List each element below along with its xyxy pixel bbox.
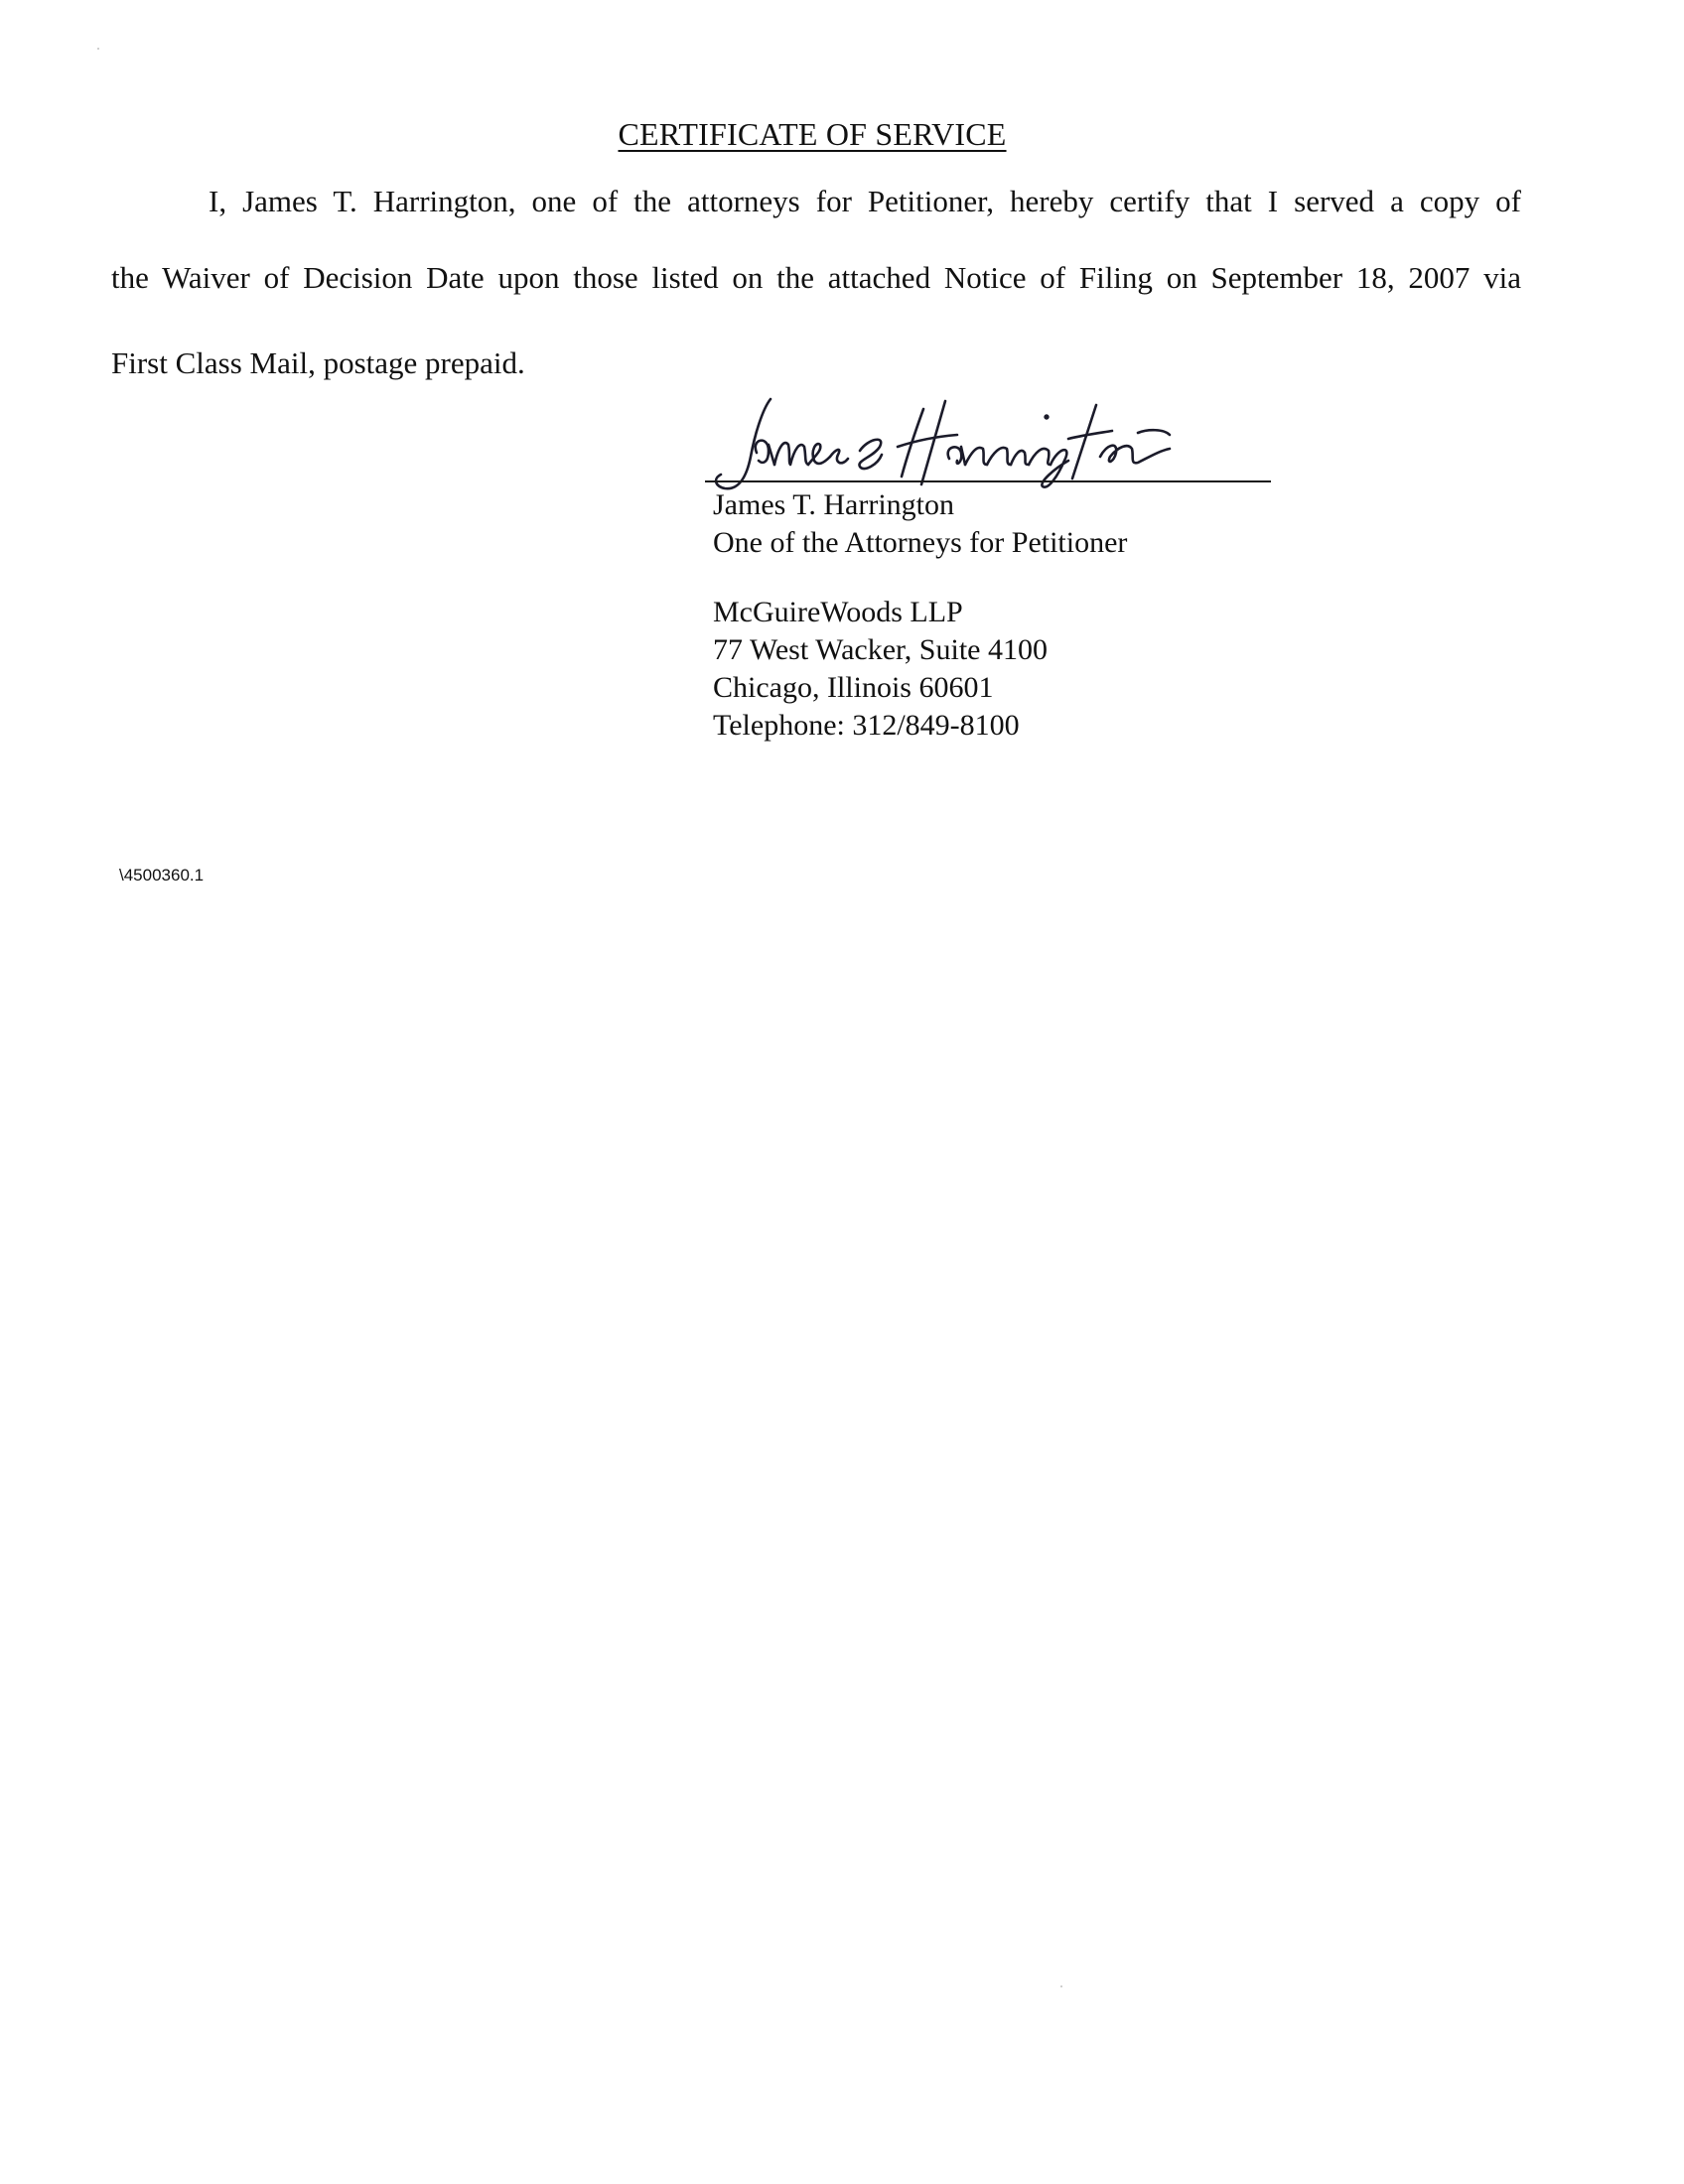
certificate-body-line-1: I, James T. Harrington, one of the attorneys for Petitioner, hereby certify that I served a copy of: [209, 184, 1521, 218]
firm-city: Chicago, Illinois 60601: [713, 671, 994, 704]
firm-address: [713, 594, 1048, 745]
scan-speck: [1060, 1985, 1062, 1987]
firm-street: 77 West Wacker, Suite 4100: [713, 633, 1048, 666]
document-id: \4500360.1: [119, 866, 205, 885]
certificate-body-line-2: the Waiver of Decision Date upon those listed on the attached Notice of Filing on September 18, 2007 via: [111, 260, 1521, 295]
signer-name: James T. Harrington: [713, 488, 955, 521]
certificate-body-line-3: First Class Mail, postage prepaid.: [111, 345, 525, 380]
handwritten-signature: [711, 395, 1267, 494]
firm-phone: Telephone: 312/849-8100: [713, 709, 1020, 742]
signer-role: One of the Attorneys for Petitioner: [713, 526, 1128, 559]
signature-line: [705, 480, 1271, 482]
firm-name: McGuireWoods LLP: [713, 596, 963, 628]
document-title: CERTIFICATE OF SERVICE: [618, 116, 1007, 152]
scan-speck: [97, 48, 99, 50]
signature-block: [713, 486, 1127, 562]
